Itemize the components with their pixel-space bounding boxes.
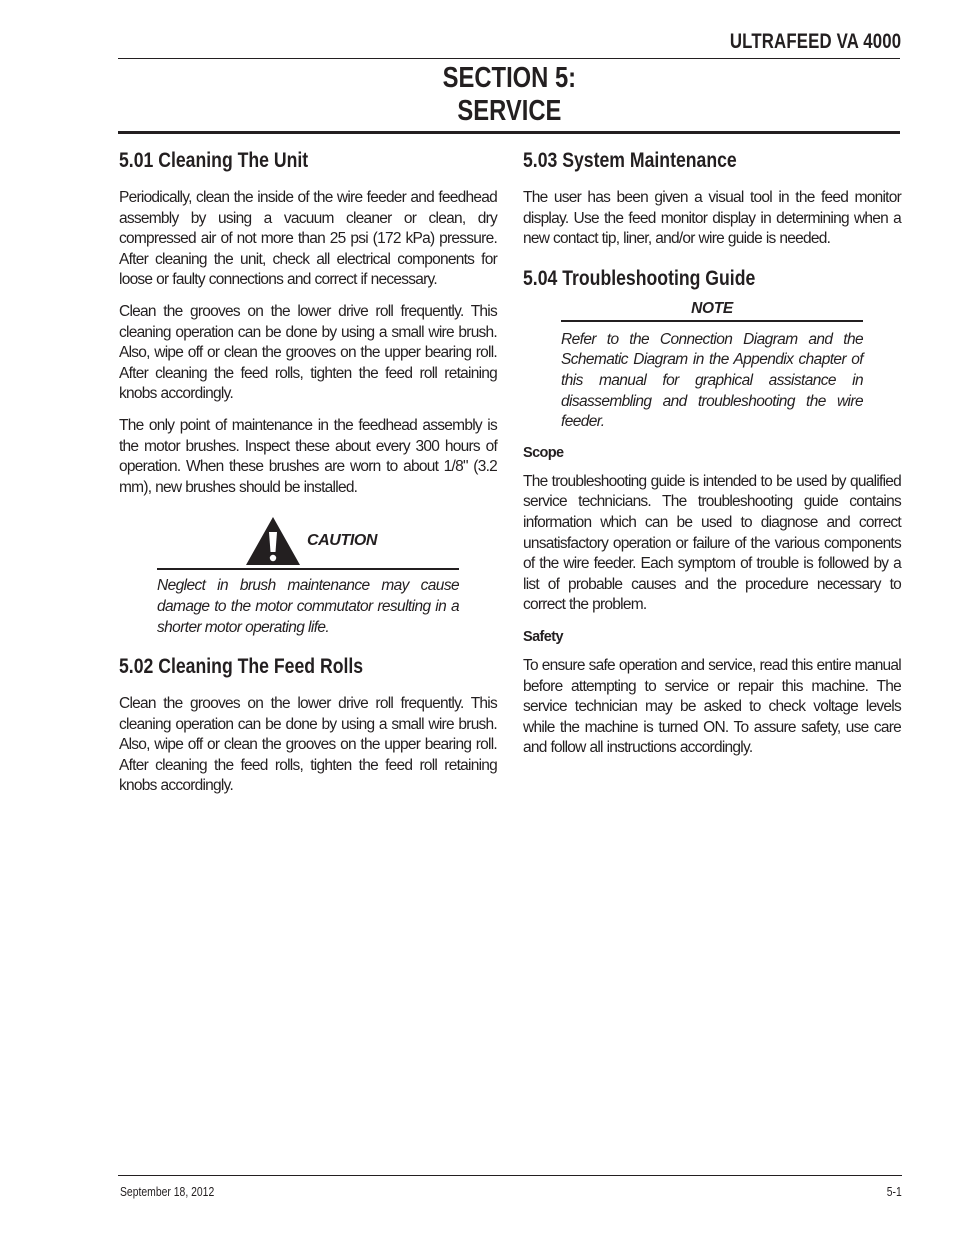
section-title: [118, 62, 900, 128]
page-number: 5-1: [886, 1184, 902, 1199]
footer-rule: [118, 1175, 902, 1176]
note-label: NOTE: [691, 299, 733, 317]
paragraph: Periodically, clean the inside of the wire feeder and feedhead assembly by using a vacuum cleaner or clean, dry compressed air of not more than 25 psi (172 kPa) pressure. After cleaning the unit, check all electrical components for loose or faulty connections and correct if necessary.: [119, 189, 497, 289]
left-column: [119, 146, 497, 808]
right-column: [523, 146, 901, 770]
paragraph: The user has been given a visual tool in the feed monitor display. Use the feed monitor display in determining when a new contact tip, liner, and/or wire guide is needed.: [523, 189, 901, 248]
footer-date: September 18, 2012: [120, 1184, 215, 1199]
caution-notice: [157, 516, 459, 638]
heading-5-02: 5.02 Cleaning The Feed Rolls: [119, 655, 364, 679]
section-title-line2: SERVICE: [457, 95, 561, 127]
scope-heading: Scope: [523, 444, 564, 461]
warning-triangle-icon: [245, 516, 301, 566]
heading-5-01: 5.01 Cleaning The Unit: [119, 149, 309, 172]
paragraph: Clean the grooves on the lower drive roll frequently. This cleaning operation can be done by using a small wire brush. Also, wipe off or clean the grooves on the upper bearing roll. After cleaning the feed rolls, tighten the feed roll retaining knobs accordingly.: [119, 302, 497, 403]
safety-heading: Safety: [523, 628, 563, 645]
paragraph: The only point of maintenance in the feedhead assembly is the motor brushes. Inspect these about every 300 hours of operation. When these brushes are worn to about 1/8" (3.2 mm), new brushes should be installed.: [119, 416, 497, 496]
caution-label: CAUTION: [307, 532, 378, 550]
document-title: ULTRAFEED VA 4000: [729, 30, 901, 53]
header-rule: [118, 58, 900, 59]
heading-5-04: 5.04 Troubleshooting Guide: [523, 266, 756, 290]
caution-text: Neglect in brush maintenance may cause damage to the motor commutator resulting in a shorter motor operating life.: [157, 577, 459, 636]
section-title-line1: SECTION 5:: [442, 62, 576, 94]
note-text: Refer to the Connection Diagram and the Schematic Diagram in the Appendix chapter of this manual for graphical assistance in disassembling and troubleshooting the wire feeder.: [561, 330, 863, 431]
note-notice: [561, 298, 863, 433]
paragraph: To ensure safe operation and service, read this entire manual before attempting to service or repair this machine. The service technician may be asked to check voltage levels while the machine is turned ON. To assure safety, use care and follow all instructions accordingly.: [523, 656, 901, 757]
section-rule: [118, 131, 900, 134]
paragraph: The troubleshooting guide is intended to be used by qualified service technicians. The troubleshooting guide contains information which can be used to diagnose and correct unsatisfactory operation or failure of the various components of the wire feeder. Each symptom of trouble is followed by a list of probable causes and the procedure necessary to correct the problem.: [523, 472, 901, 614]
heading-5-03: 5.03 System Maintenance: [523, 149, 737, 172]
paragraph: Clean the grooves on the lower drive roll frequently. This cleaning operation can be done by using a small wire brush. Also, wipe off or clean the grooves on the upper bearing roll. After cleaning the feed rolls, tighten the feed roll retaining knobs accordingly.: [119, 695, 497, 795]
